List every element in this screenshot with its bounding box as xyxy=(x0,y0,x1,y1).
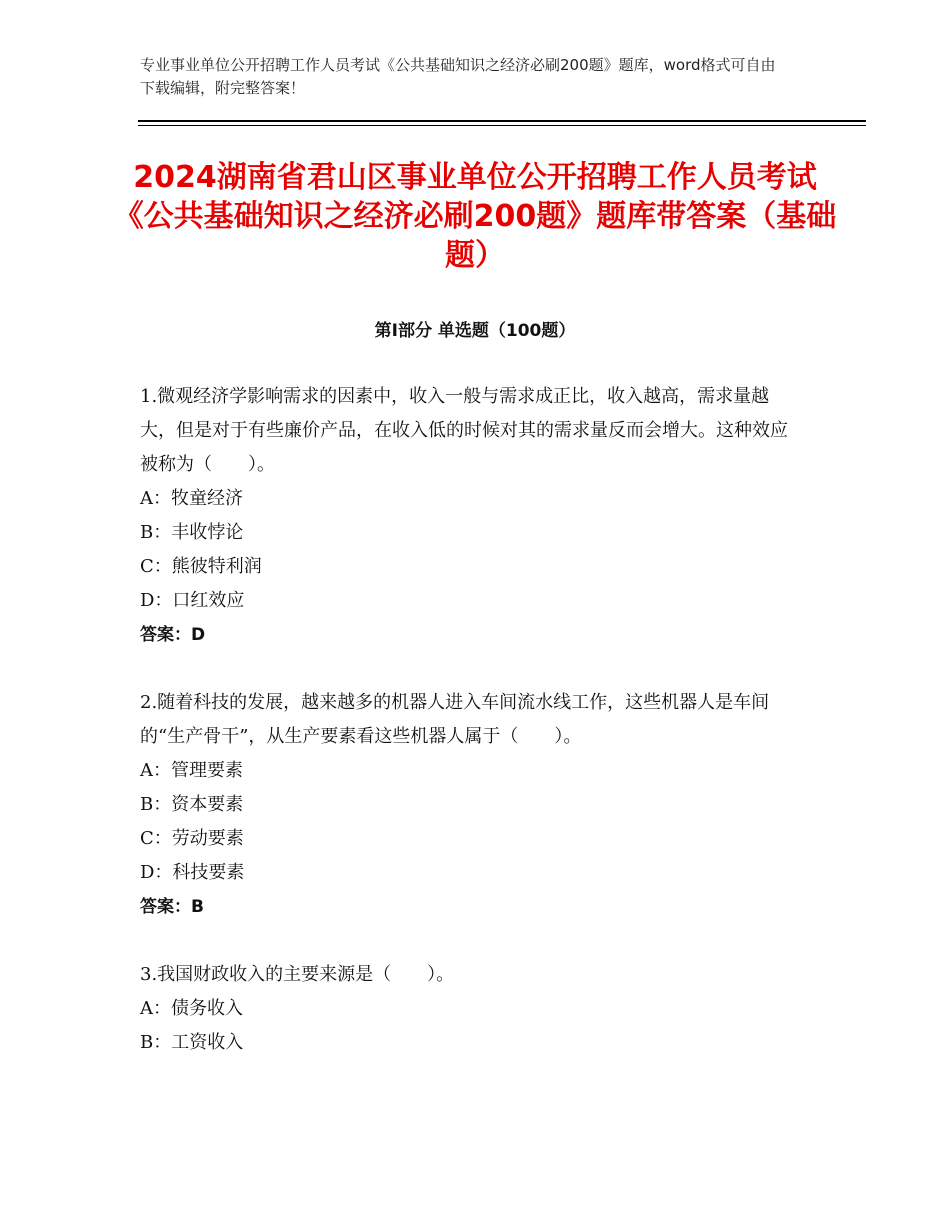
question-stem: 2.随着科技的发展，越来越多的机器人进入车间流水线工作，这些机器人是车间的“生产骨干”，从生产要素看这些机器人属于（ ）。 xyxy=(140,692,770,747)
option-a: A：债务收入 xyxy=(140,998,243,1019)
option-b: B：工资收入 xyxy=(140,1032,244,1053)
question-list xyxy=(140,380,800,1094)
option-c: C：熊彼特利润 xyxy=(140,556,262,577)
question-item xyxy=(140,958,800,1060)
option-b: B：丰收悖论 xyxy=(140,522,244,543)
question-stem: 3.我国财政收入的主要来源是（ ）。 xyxy=(140,964,455,985)
option-a: A：牧童经济 xyxy=(140,488,243,509)
option-d: D：口红效应 xyxy=(140,590,245,611)
header-rule-thin xyxy=(138,125,866,126)
question-item xyxy=(140,686,800,924)
question-stem: 1.微观经济学影响需求的因素中，收入一般与需求成正比，收入越高，需求量越大，但是对于有些廉价产品，在收入低的时候对其的需求量反而会增大。这种效应被称为（ ）。 xyxy=(140,386,788,475)
section-title: 第Ⅰ部分 单选题（100题） xyxy=(374,321,576,341)
option-c: C：劳动要素 xyxy=(140,828,244,849)
header-rule-thick xyxy=(138,120,866,122)
option-d: D：科技要素 xyxy=(140,862,245,883)
answer-label: 答案：D xyxy=(140,625,206,645)
answer-label: 答案：B xyxy=(140,897,204,917)
option-b: B：资本要素 xyxy=(140,794,244,815)
document-title: 2024湖南省君山区事业单位公开招聘工作人员考试《公共基础知识之经济必刷200题》题库带答案（基础题） xyxy=(113,160,837,273)
option-a: A：管理要素 xyxy=(140,760,243,781)
header-note: 专业事业单位公开招聘工作人员考试《公共基础知识之经济必刷200题》题库，word格式可自由下载编辑，附完整答案！ xyxy=(140,56,776,97)
question-item xyxy=(140,380,800,652)
